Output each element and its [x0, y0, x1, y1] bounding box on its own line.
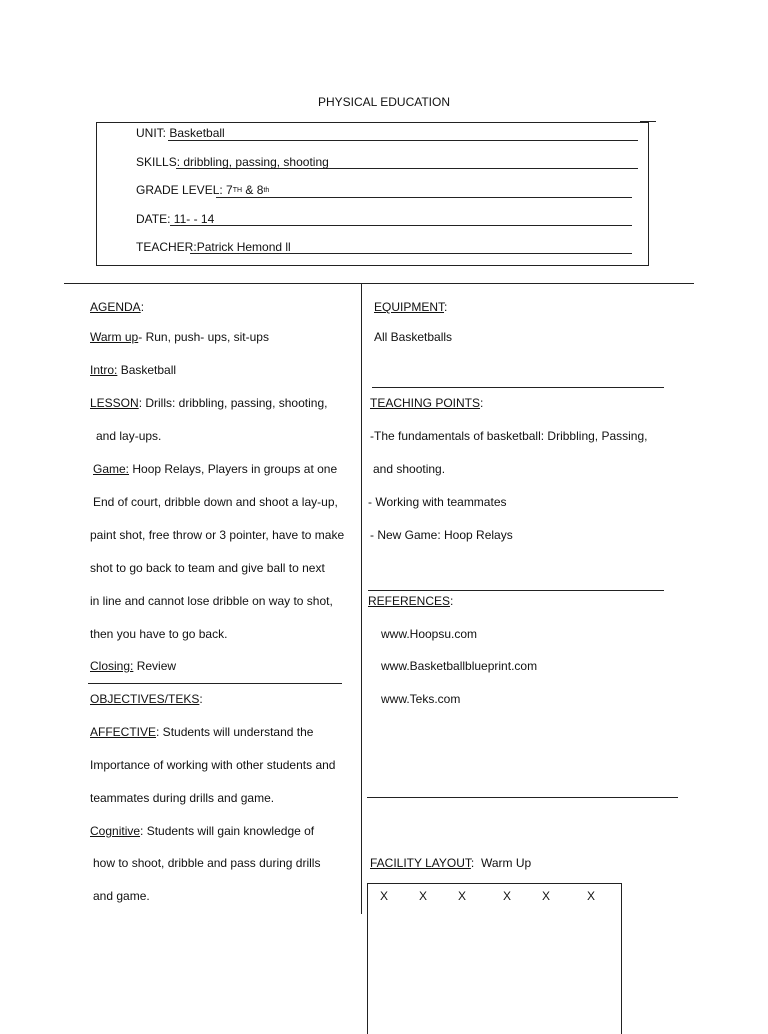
affective-text: : Students will understand the [156, 725, 314, 739]
cognitive-line [90, 824, 314, 838]
column-divider [361, 283, 362, 914]
teaching-point-2: - Working with teammates [368, 495, 507, 509]
cognitive-text: : Students will gain knowledge of [140, 824, 315, 838]
objectives-colon: : [199, 692, 203, 706]
unit-value: Basketball [169, 126, 225, 140]
unit-label: UNIT: [136, 126, 166, 140]
game-line-5: in line and cannot lose dribble on way to shot, [90, 594, 333, 608]
equipment-text: All Basketballs [374, 330, 453, 344]
grade-value-8: & 8 [242, 183, 264, 197]
date-value: 11- - 14 [173, 212, 215, 226]
affective-line-2: Importance of working with other students and [90, 758, 336, 772]
skills-underline [176, 168, 638, 169]
facility-layout-diagram [367, 883, 622, 1034]
teacher-value: Patrick Hemond ll [196, 240, 291, 254]
player-mark: X [380, 889, 389, 903]
teaching-point-3: - New Game: Hoop Relays [370, 528, 513, 542]
player-mark: X [503, 889, 512, 903]
game-text: Hoop Relays, Players in groups at one [129, 462, 338, 476]
lesson-line [90, 396, 327, 410]
intro-text: Basketball [117, 363, 177, 377]
objectives-heading [90, 692, 203, 706]
game-label: Game: [93, 462, 130, 476]
grade-row [136, 183, 269, 197]
closing-label: Closing: [90, 659, 134, 673]
unit-row [136, 126, 225, 140]
teaching-points-heading [370, 396, 483, 410]
teaching-points-divider [368, 590, 664, 591]
warmup-line [90, 330, 269, 344]
lesson-label: LESSON [90, 396, 139, 410]
grade-sup-th: TH [232, 187, 243, 194]
teaching-point-1b: and shooting. [373, 462, 446, 476]
facility-layout-heading-text: FACILITY LAYOUT [370, 856, 471, 870]
game-line [93, 462, 337, 476]
cognitive-line-2: how to shoot, dribble and pass during drills [93, 856, 321, 870]
lesson-line-2: and lay-ups. [96, 429, 162, 443]
closing-divider [88, 683, 342, 684]
grade-value-7: 7 [226, 183, 233, 197]
facility-layout-colon: : [470, 856, 475, 870]
references-colon: : [450, 594, 454, 608]
teaching-points-colon: : [480, 396, 484, 410]
game-line-2: End of court, dribble down and shoot a lay-up, [93, 495, 338, 509]
game-line-6: then you have to go back. [90, 627, 228, 641]
skills-row [136, 155, 329, 169]
grade-label: GRADE LEVEL: [136, 183, 223, 197]
equipment-divider [372, 387, 664, 388]
date-underline [170, 225, 632, 226]
references-heading-text: REFERENCES [368, 594, 451, 608]
player-mark: X [587, 889, 596, 903]
box-line-extension [640, 121, 656, 122]
closing-text: Review [133, 659, 177, 673]
date-row [136, 212, 214, 226]
player-mark: X [419, 889, 428, 903]
unit-underline [168, 140, 638, 141]
game-line-3: paint shot, free throw or 3 pointer, have to make [90, 528, 345, 542]
game-line-4: shot to go back to team and give ball to next [90, 561, 325, 575]
affective-label: AFFECTIVE [90, 725, 157, 739]
intro-label: Intro: [90, 363, 118, 377]
teaching-points-heading-text: TEACHING POINTS [370, 396, 481, 410]
teacher-row [136, 240, 291, 254]
facility-layout-heading [370, 856, 531, 870]
reference-link-2[interactable]: www.Basketballblueprint.com [381, 659, 538, 673]
teacher-underline [190, 253, 632, 254]
cognitive-label: Cognitive [90, 824, 141, 838]
affective-line [90, 725, 313, 739]
grade-sup-th-2: th [263, 187, 270, 194]
grade-underline [216, 197, 632, 198]
equipment-colon: : [444, 300, 448, 314]
agenda-colon: : [140, 300, 145, 314]
teacher-label: TEACHER: [136, 240, 197, 254]
date-label: DATE: [136, 212, 171, 226]
cognitive-line-3: and game. [93, 889, 150, 903]
grade-value [226, 183, 269, 197]
player-mark: X [542, 889, 551, 903]
facility-layout-text: Warm Up [480, 856, 532, 870]
references-heading [368, 594, 453, 608]
reference-link-3[interactable]: www.Teks.com [381, 692, 461, 706]
objectives-heading-text: OBJECTIVES/TEKS [90, 692, 200, 706]
agenda-heading-text: AGENDA [90, 300, 141, 314]
teaching-point-1: -The fundamentals of basketball: Dribbling, Passing, [370, 429, 648, 443]
references-divider [367, 797, 678, 798]
page-title: PHYSICAL EDUCATION [317, 95, 451, 109]
agenda-heading [90, 300, 144, 314]
intro-line [90, 363, 176, 377]
warmup-label: Warm up [90, 330, 139, 344]
equipment-heading-text: EQUIPMENT [374, 300, 445, 314]
closing-line [90, 659, 176, 673]
player-mark: X [458, 889, 467, 903]
warmup-text: - Run, push- ups, sit-ups [138, 330, 269, 344]
skills-label: SKILLS: [136, 155, 181, 169]
lesson-text: : Drills: dribbling, passing, shooting, [138, 396, 328, 410]
reference-link-1[interactable]: www.Hoopsu.com [381, 627, 478, 641]
section-divider [64, 283, 694, 284]
affective-line-3: teammates during drills and game. [90, 791, 275, 805]
equipment-heading [374, 300, 447, 314]
skills-value: dribbling, passing, shooting [183, 155, 329, 169]
